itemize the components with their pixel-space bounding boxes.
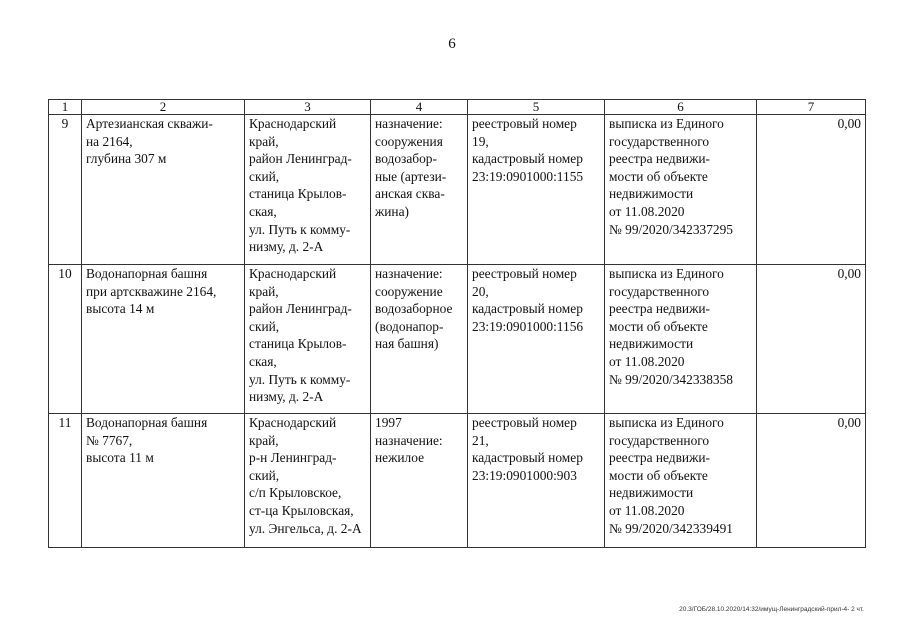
- registry-number: реестровый номер 21, кадастровый номер 23:19:0901000:903: [468, 414, 605, 548]
- object-name: Водонапорная башня № 7767, высота 11 м: [82, 414, 245, 548]
- column-number: 7: [757, 100, 866, 115]
- registry-document: выписка из Единого государственного реестра недвижи- мости об объекте недвижимости от 11.08.2020 № 99/2020/342338358: [605, 265, 757, 414]
- property-table: [48, 99, 866, 548]
- column-number: 2: [82, 100, 245, 115]
- column-number: 4: [371, 100, 468, 115]
- object-address: Краснодарский край, район Ленинград- ский, станица Крылов- ская, ул. Путь к комму- низму, д. 2-А: [245, 265, 371, 414]
- column-number-row: [49, 100, 866, 115]
- column-number: 3: [245, 100, 371, 115]
- column-number: 1: [49, 100, 82, 115]
- object-value: 0,00: [757, 265, 866, 414]
- registry-document: выписка из Единого государственного реестра недвижи- мости об объекте недвижимости от 11.08.2020 № 99/2020/342337295: [605, 115, 757, 265]
- registry-number: реестровый номер 20, кадастровый номер 23:19:0901000:1156: [468, 265, 605, 414]
- registry-document: выписка из Единого государственного реестра недвижи- мости об объекте недвижимости от 11.08.2020 № 99/2020/342339491: [605, 414, 757, 548]
- row-number: 9: [49, 115, 82, 265]
- object-purpose: 1997 назначение: нежилое: [371, 414, 468, 548]
- table-row: [49, 265, 866, 414]
- column-number: 5: [468, 100, 605, 115]
- table-row: [49, 115, 866, 265]
- object-value: 0,00: [757, 414, 866, 548]
- object-name: Водонапорная башня при артскважине 2164, высота 14 м: [82, 265, 245, 414]
- object-value: 0,00: [757, 115, 866, 265]
- object-name: Артезианская скважи- на 2164, глубина 307 м: [82, 115, 245, 265]
- table-row: [49, 414, 866, 548]
- registry-number: реестровый номер 19, кадастровый номер 23:19:0901000:1155: [468, 115, 605, 265]
- object-address: Краснодарский край, район Ленинград- ский, станица Крылов- ская, ул. Путь к комму- низму, д. 2-А: [245, 115, 371, 265]
- column-number: 6: [605, 100, 757, 115]
- row-number: 11: [49, 414, 82, 548]
- row-number: 10: [49, 265, 82, 414]
- object-purpose: назначение: сооружение водозаборное (водонапор- ная башня): [371, 265, 468, 414]
- object-address: Краснодарский край, р-н Ленинград- ский, с/п Крыловское, ст-ца Крыловская, ул. Энгельса, д. 2-А: [245, 414, 371, 548]
- document-footer-code: 20.3/ГОБ/28.10.2020/14:32/имущ-Ленинградский-прил-4- 2 чт.: [679, 606, 864, 613]
- object-purpose: назначение: сооружения водозабор- ные (артези- анская сква- жина): [371, 115, 468, 265]
- page-number: 6: [448, 36, 456, 52]
